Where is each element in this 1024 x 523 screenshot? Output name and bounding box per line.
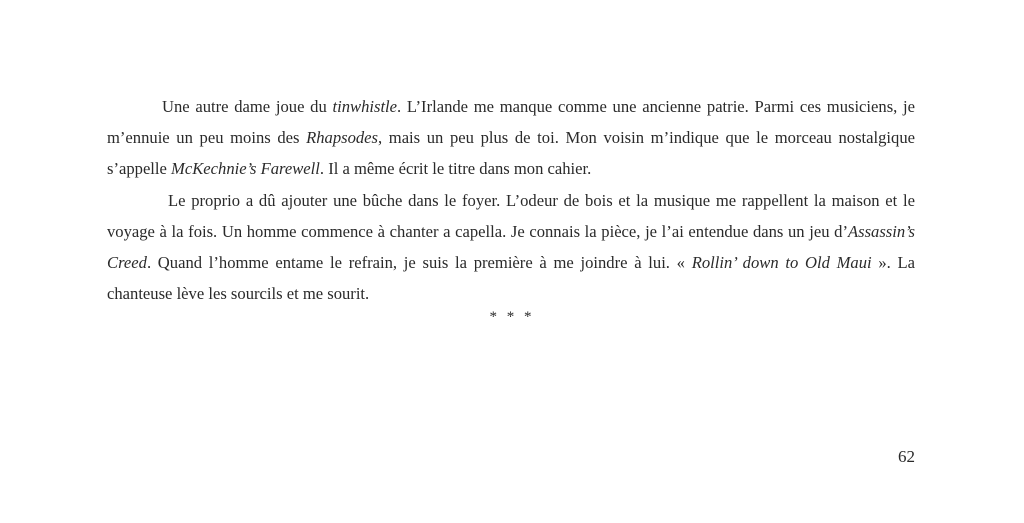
italic-segment: tinwhistle	[332, 97, 398, 116]
page-number: 62	[898, 447, 915, 466]
italic-segment: McKechnie’s Farewell	[171, 159, 320, 179]
text-segment: , mais un peu plus de toi. Mon voisin m’indique que le morceau nostalgique s’appelle	[107, 128, 915, 179]
text-segment: . L’Irlande me manque comme une ancienne patrie. Parmi ces musiciens, je m’ennuie un peu moins des	[107, 97, 915, 148]
italic-segment: Assassin’s Creed	[107, 221, 915, 273]
italic-segment: Rhapsodes	[306, 128, 378, 148]
italic-segment: Rollin’ down to Old Maui	[691, 253, 872, 273]
section-separator: * * *	[489, 309, 535, 325]
paragraph-2	[107, 185, 915, 310]
text-segment: ». La chanteuse lève les sourcils et me sourit.	[107, 253, 916, 304]
text-segment: . Il a même écrit le titre dans mon cahier.	[319, 159, 592, 179]
paragraph-1	[107, 91, 915, 185]
body-text	[107, 91, 915, 309]
text-segment: Le proprio a dû ajouter une bûche dans le foyer. L’odeur de bois et la musique me rappellent la maison et le voyage à la fois. Un homme commence à chanter a capella. Je connais la pièce, je l’ai entendue dans un jeu d’	[107, 190, 915, 241]
text-segment: Une autre dame joue du	[162, 97, 333, 116]
text-segment: . Quand l’homme entame le refrain, je suis la première à me joindre à lui. «	[146, 253, 692, 273]
